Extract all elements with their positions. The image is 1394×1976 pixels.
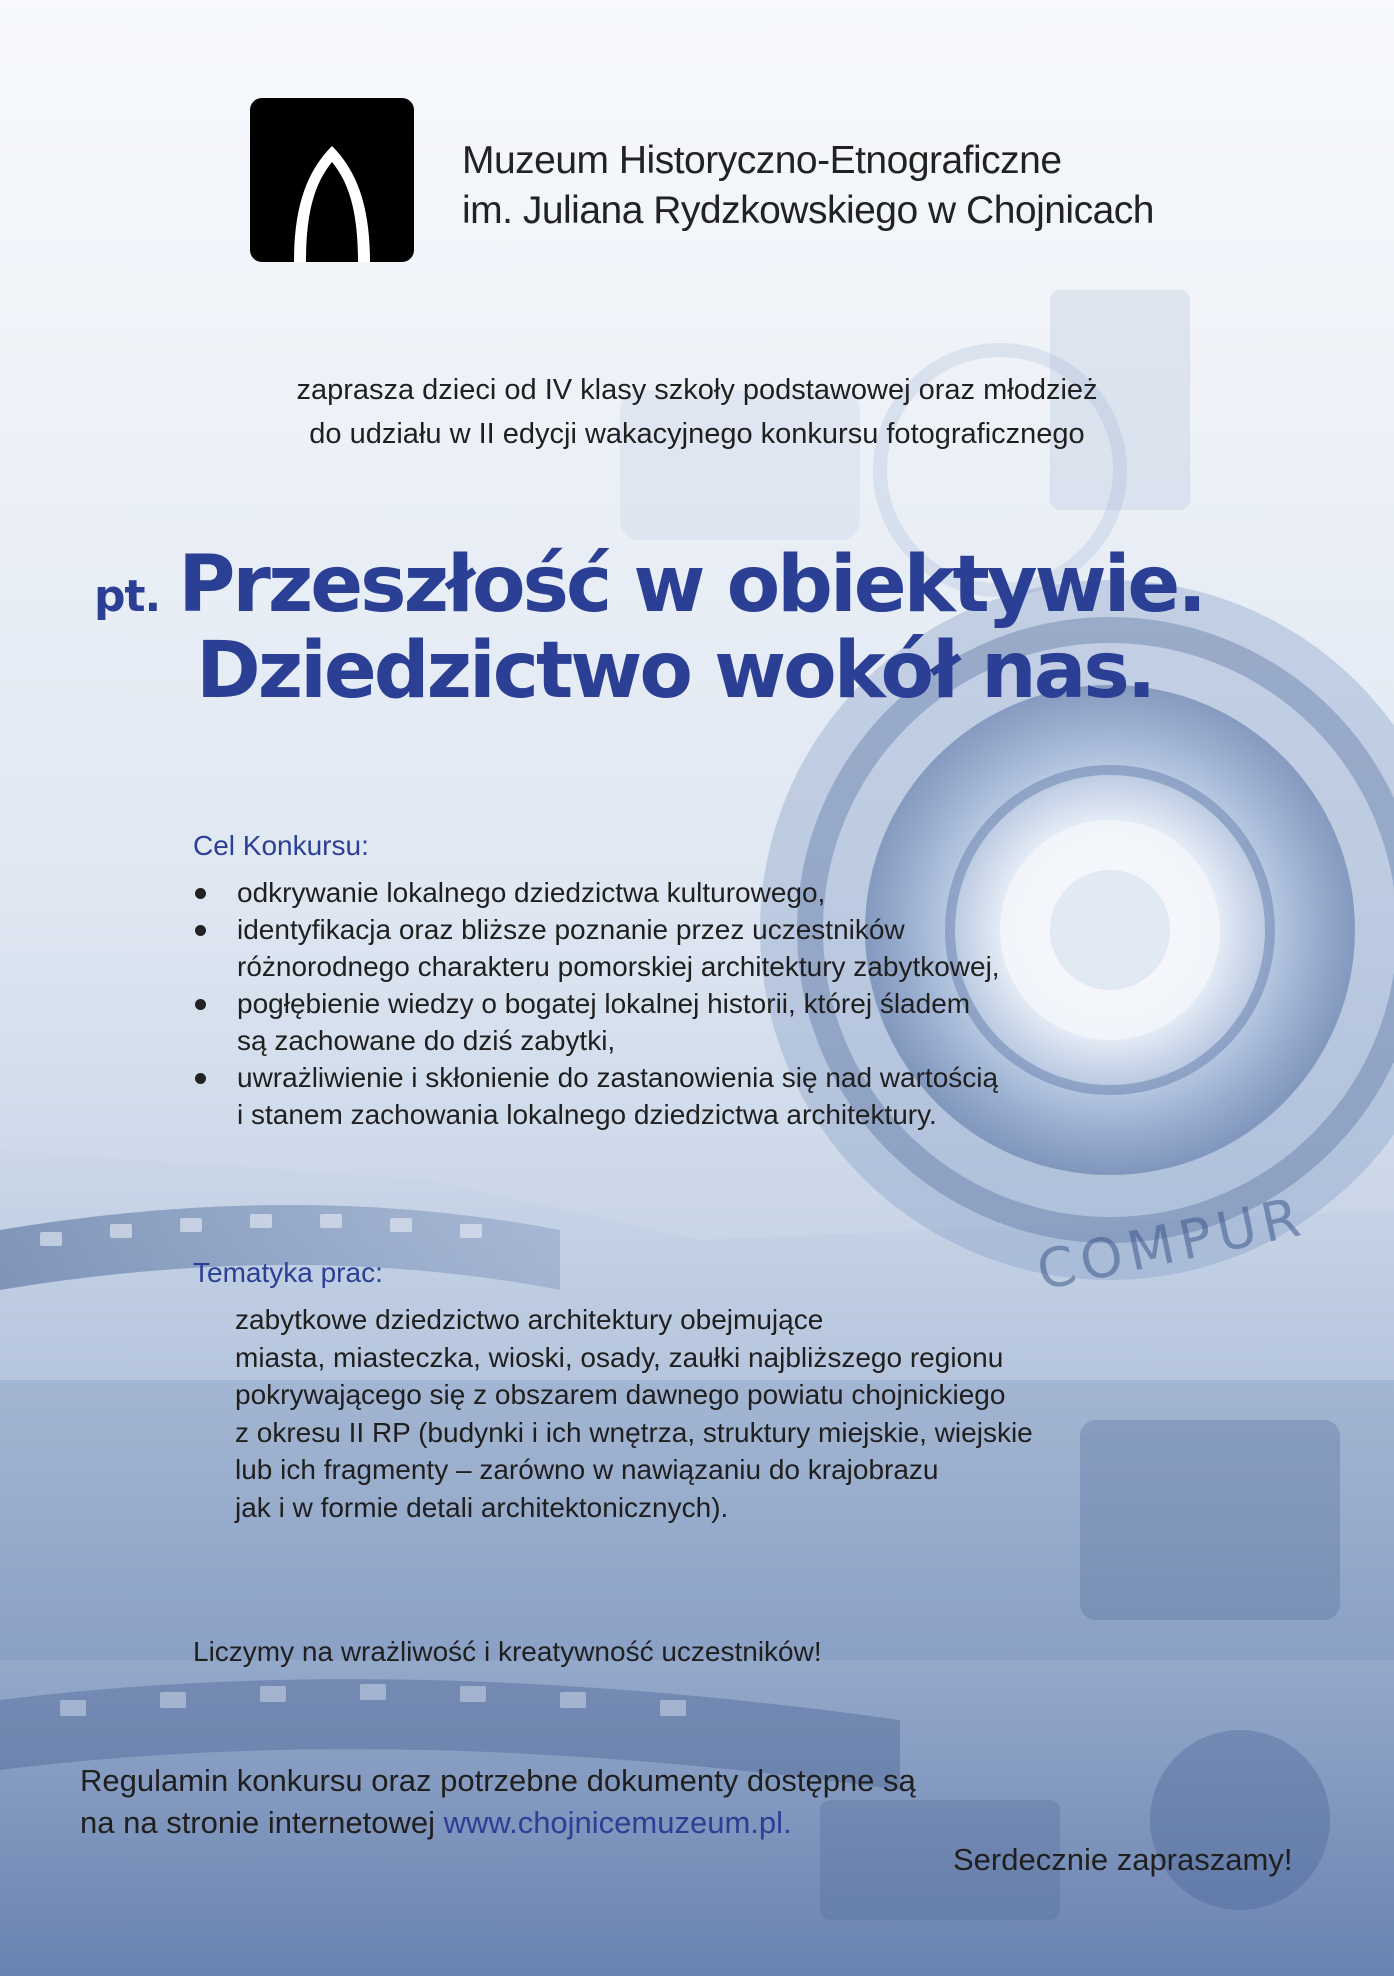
closing-sentence: Liczymy na wrażliwość i kreatywność uczestników!: [193, 1636, 822, 1667]
invitation-text: [0, 368, 1394, 456]
invitation-line2: do udziału w II edycji wakacyjnego konkursu fotograficznego: [309, 418, 1085, 450]
museum-name-line1: Muzeum Historyczno-Etnograficzne: [462, 139, 1062, 182]
contest-title-line1-row: [94, 540, 1354, 630]
goal-line: różnorodnego charakteru pomorskiej architektury zabytkowej,: [237, 951, 1000, 982]
lens-brand-text: COMPUR: [1031, 1184, 1312, 1303]
gothic-arch-icon: [250, 98, 414, 262]
goal-item: [193, 1059, 1093, 1133]
goal-line: odkrywanie lokalnego dziedzictwa kulturowego,: [237, 877, 826, 908]
theme-line: pokrywającego się z obszarem dawnego powiatu chojnickiego: [235, 1379, 1006, 1410]
goal-line: są zachowane do dziś zabytki,: [237, 1025, 616, 1056]
invitation-line1: zaprasza dzieci od IV klasy szkoły podstawowej oraz młodzież: [296, 374, 1098, 406]
goal-line: identyfikacja oraz bliższe poznanie przez uczestników: [237, 914, 905, 945]
goals-list: [193, 874, 1093, 1133]
contest-title: [94, 540, 1354, 716]
goal-item: [193, 911, 1093, 985]
museum-name: [462, 136, 1154, 236]
theme-line: zabytkowe dziedzictwo architektury obejmujące: [235, 1304, 824, 1335]
title-line1: Przeszłość w obiektywie.: [178, 540, 1204, 630]
goal-line: i stanem zachowania lokalnego dziedzictwa architektury.: [237, 1099, 937, 1130]
rules-info: [80, 1760, 916, 1844]
title-prefix: pt.: [94, 571, 161, 622]
theme-heading: Tematyka prac:: [193, 1257, 383, 1288]
rules-line2: [80, 1802, 916, 1844]
museum-name-line2: im. Juliana Rydzkowskiego w Chojnicach: [462, 189, 1154, 232]
theme-line: jak i w formie detali architektonicznych).: [235, 1491, 729, 1523]
goal-item: [193, 874, 1093, 911]
goals-heading: Cel Konkursu:: [193, 830, 369, 861]
farewell-text: Serdecznie zapraszamy!: [953, 1842, 1293, 1877]
theme-line: z okresu II RP (budynki i ich wnętrza, struktury miejskie, wiejskie: [235, 1416, 1033, 1448]
website-link[interactable]: www.chojnicemuzeum.pl.: [443, 1805, 792, 1840]
theme-line: lub ich fragmenty – zarówno w nawiązaniu do krajobrazu: [235, 1454, 939, 1485]
theme-description: [235, 1301, 1033, 1526]
title-line2: Dziedzictwo wokół nas.: [196, 626, 1154, 716]
goal-item: [193, 985, 1093, 1059]
goal-line: uwrażliwienie i skłonienie do zastanowienia się nad wartością: [237, 1062, 999, 1093]
rules-line1: Regulamin konkursu oraz potrzebne dokumenty dostępne są: [80, 1763, 916, 1798]
rules-line2-prefix: na na stronie internetowej: [80, 1805, 444, 1840]
goal-line: pogłębienie wiedzy o bogatej lokalnej historii, której śladem: [237, 988, 971, 1019]
museum-logo: [250, 98, 414, 262]
theme-line: miasta, miasteczka, wioski, osady, zaułki najbliższego regionu: [235, 1341, 1004, 1373]
